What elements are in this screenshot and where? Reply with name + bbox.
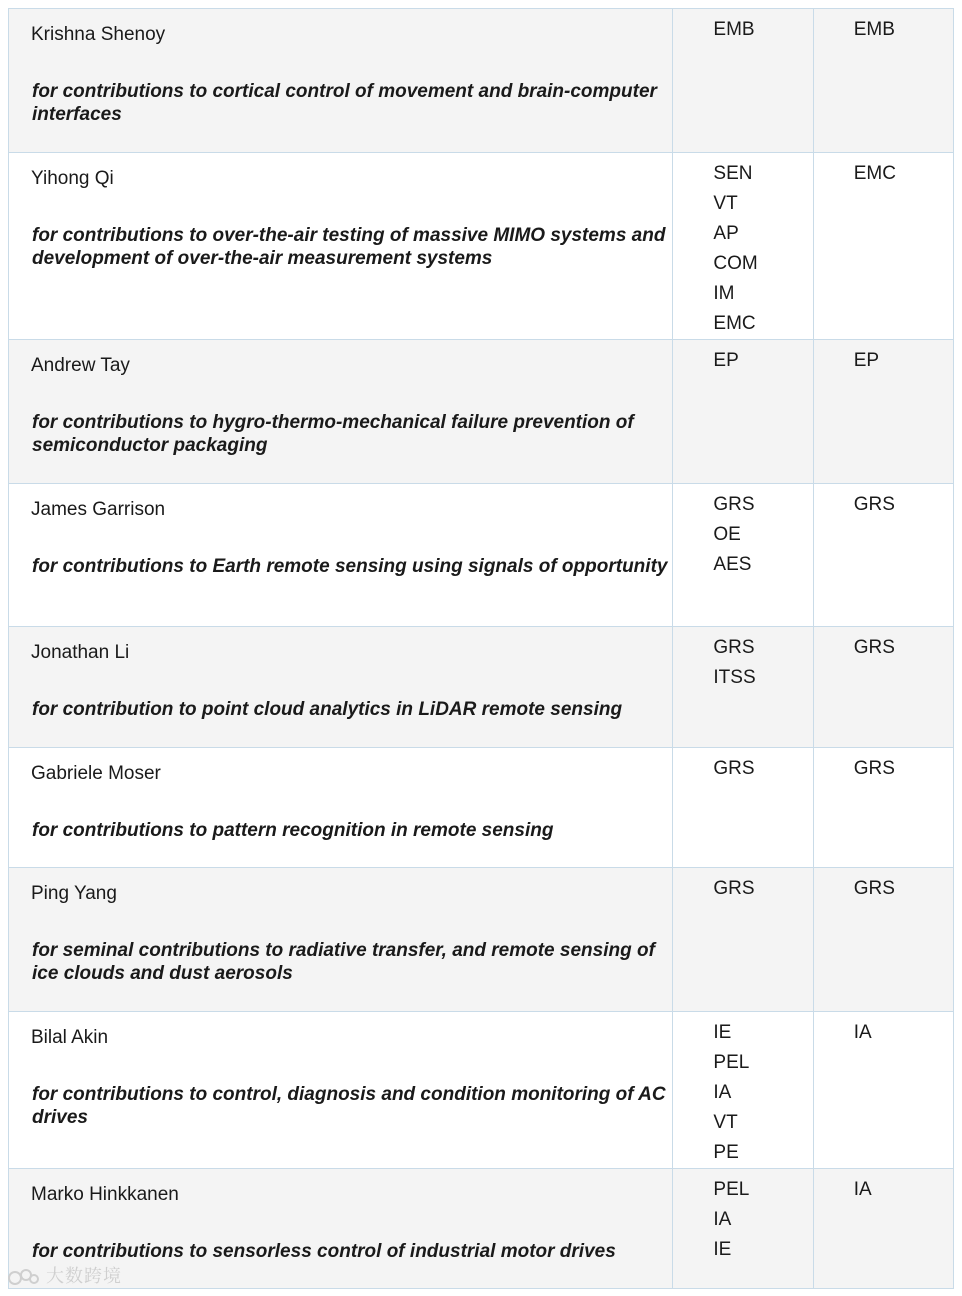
evaluating-society-cell [813, 484, 953, 627]
societies-list [673, 9, 812, 45]
evaluating-society-cell [813, 1012, 953, 1169]
evaluating-society-cell [813, 340, 953, 484]
society-item: SEN [713, 163, 753, 184]
fellow-name: Bilal Akin [31, 1027, 109, 1048]
fellow-citation: for contributions to Earth remote sensing using signals of opportunity [32, 556, 668, 577]
table-row [9, 868, 954, 1012]
society-item: EMC [713, 313, 756, 334]
evaluating-society: IA [853, 1022, 872, 1043]
fellow-cell [9, 748, 673, 868]
evaluating-society-cell [813, 868, 953, 1012]
societies-cell [673, 9, 813, 153]
watermark-text: 大数跨境 [46, 1266, 123, 1286]
fellow-citation: for contributions to pattern recognition in remote sensing [32, 820, 554, 841]
society-item: IM [713, 283, 735, 304]
table-row [9, 153, 954, 340]
societies-cell [673, 484, 813, 627]
table-row [9, 340, 954, 484]
fellow-citation: for contributions to control, diagnosis and condition monitoring of AC drives [32, 1084, 666, 1128]
fellow-name: Ping Yang [31, 883, 117, 904]
society-item: AES [713, 554, 752, 575]
society-item: IA [713, 1209, 732, 1230]
societies-list [673, 340, 812, 376]
table-row [9, 1012, 954, 1169]
societies-cell [673, 868, 813, 1012]
fellow-cell [9, 340, 673, 484]
evaluating-society: GRS [853, 494, 895, 515]
table-row [9, 1169, 954, 1289]
societies-list [673, 1012, 812, 1168]
societies-cell [673, 627, 813, 748]
societies-list [673, 868, 812, 904]
societies-cell [673, 340, 813, 484]
evaluating-society: GRS [853, 878, 895, 899]
fellow-cell [9, 153, 673, 340]
table-row [9, 748, 954, 868]
fellow-citation: for contributions to hygro-thermo-mechanical failure prevention of semiconductor packaging [32, 412, 634, 456]
society-item: PEL [713, 1052, 750, 1073]
evaluating-society-list [814, 868, 953, 904]
societies-cell [673, 1169, 813, 1289]
fellow-name: Marko Hinkkanen [31, 1184, 179, 1205]
evaluating-society-cell [813, 153, 953, 340]
table-row [9, 627, 954, 748]
fellow-name: Krishna Shenoy [31, 24, 166, 45]
evaluating-society-list [814, 1012, 953, 1048]
societies-list [673, 748, 812, 784]
fellow-citation: for contributions to cortical control of movement and brain-computer interfaces [32, 81, 657, 125]
evaluating-society: GRS [853, 758, 895, 779]
evaluating-society: GRS [853, 637, 895, 658]
society-item: VT [713, 1112, 738, 1133]
fellow-name: Andrew Tay [31, 355, 130, 376]
society-item: IA [713, 1082, 732, 1103]
fellow-name: Yihong Qi [31, 168, 114, 189]
fellow-cell [9, 868, 673, 1012]
society-item: IE [713, 1022, 732, 1043]
societies-list [673, 153, 812, 339]
fellow-name: James Garrison [31, 499, 166, 520]
table-row [9, 9, 954, 153]
watermark [6, 1262, 122, 1288]
fellow-cell [9, 627, 673, 748]
societies-list [673, 1169, 812, 1265]
evaluating-society-cell [813, 1169, 953, 1289]
evaluating-society-list [814, 153, 953, 189]
evaluating-society-list [814, 748, 953, 784]
society-item: GRS [713, 494, 755, 515]
evaluating-society-cell [813, 627, 953, 748]
society-item: PE [713, 1142, 739, 1163]
societies-list [673, 484, 812, 580]
society-item: ITSS [713, 667, 756, 688]
fellow-name: Gabriele Moser [31, 763, 161, 784]
evaluating-society: IA [853, 1179, 872, 1200]
fellow-citation: for contribution to point cloud analytics in LiDAR remote sensing [32, 699, 623, 720]
evaluating-society: EMC [853, 163, 896, 184]
society-item: VT [713, 193, 738, 214]
societies-list [673, 627, 812, 693]
table-row [9, 484, 954, 627]
society-item: EMB [713, 19, 755, 40]
evaluating-society-list [814, 9, 953, 45]
society-item: GRS [713, 878, 755, 899]
evaluating-society-cell [813, 748, 953, 868]
societies-cell [673, 1012, 813, 1169]
society-item: PEL [713, 1179, 750, 1200]
evaluating-society-list [814, 1169, 953, 1205]
fellow-citation: for contributions to over-the-air testing of massive MIMO systems and development of over-the-air measurement systems [32, 225, 666, 269]
society-item: OE [713, 524, 741, 545]
fellows-table-body [9, 9, 954, 1289]
fellow-name: Jonathan Li [31, 642, 130, 663]
society-item: EP [713, 350, 739, 371]
society-item: COM [713, 253, 758, 274]
society-item: AP [713, 223, 739, 244]
evaluating-society-cell [813, 9, 953, 153]
fellow-citation: for seminal contributions to radiative transfer, and remote sensing of ice clouds and dust aerosols [32, 940, 655, 984]
societies-cell [673, 748, 813, 868]
watermark-logo-icon [6, 1267, 40, 1287]
evaluating-society: EP [853, 350, 880, 371]
society-item: GRS [713, 758, 755, 779]
fellow-citation: for contributions to sensorless control of industrial motor drives [32, 1241, 616, 1262]
evaluating-society-list [814, 484, 953, 520]
fellows-table [8, 8, 954, 1289]
fellow-cell [9, 1012, 673, 1169]
evaluating-society-list [814, 627, 953, 663]
society-item: IE [713, 1239, 732, 1260]
evaluating-society: EMB [853, 19, 895, 40]
societies-cell [673, 153, 813, 340]
evaluating-society-list [814, 340, 953, 376]
fellow-cell [9, 484, 673, 627]
fellow-cell [9, 9, 673, 153]
society-item: GRS [713, 637, 755, 658]
